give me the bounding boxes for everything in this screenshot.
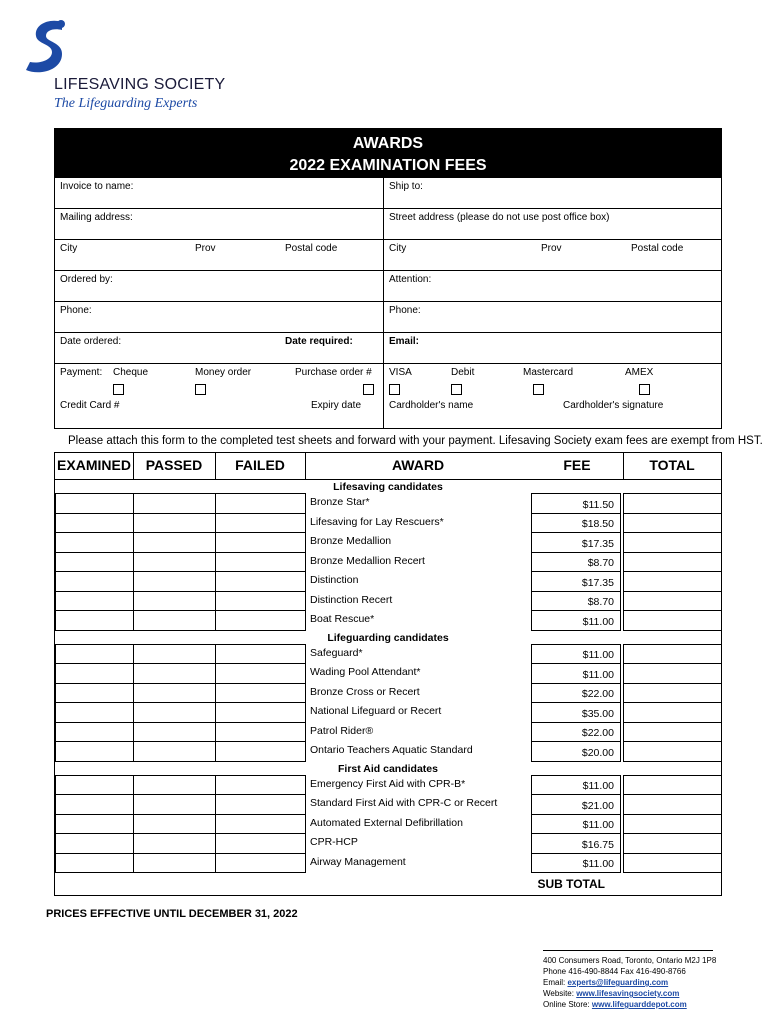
table-row <box>55 611 721 631</box>
fee-value: $21.00 <box>581 799 614 812</box>
email-label: Email: <box>543 978 568 987</box>
ship-city-field[interactable]: City <box>389 243 407 254</box>
award-name: Standard First Aid with CPR-C or Recert <box>310 797 498 809</box>
failed-cell[interactable] <box>215 833 306 854</box>
table-row <box>55 795 721 815</box>
passed-cell[interactable] <box>133 833 216 854</box>
fee-value: $11.00 <box>582 649 614 661</box>
fee-cell <box>531 663 621 684</box>
examined-cell[interactable] <box>55 513 134 534</box>
total-cell[interactable] <box>623 552 722 573</box>
fee-cell <box>531 814 621 835</box>
store-label: Online Store: <box>543 1000 592 1009</box>
examined-cell[interactable] <box>55 702 134 723</box>
examined-cell[interactable] <box>55 741 134 762</box>
purchase-order-checkbox[interactable] <box>363 384 374 395</box>
award-name: Boat Rescue* <box>310 613 375 625</box>
examined-cell[interactable] <box>55 775 134 796</box>
website-label: Website: <box>543 989 577 998</box>
ship-prov-field[interactable]: Prov <box>541 243 562 254</box>
total-cell[interactable] <box>623 513 722 534</box>
passed-cell[interactable] <box>133 722 216 743</box>
fee-cell <box>531 513 621 534</box>
website-line <box>543 988 713 999</box>
lifesaving-society-logo-icon <box>22 18 70 84</box>
money-order-label: Money order <box>195 367 252 378</box>
fee-cell <box>531 493 621 514</box>
credit-card-field[interactable]: Credit Card # <box>60 400 120 411</box>
table-row <box>55 742 721 762</box>
fee-value: $11.00 <box>582 615 614 628</box>
fee-value: $11.50 <box>582 498 614 511</box>
examined-cell[interactable] <box>55 794 134 815</box>
date-ordered-field[interactable]: Date ordered: <box>60 336 122 347</box>
failed-cell[interactable] <box>215 532 306 553</box>
examined-cell[interactable] <box>55 814 134 835</box>
failed-cell[interactable] <box>215 722 306 743</box>
fee-cell <box>531 702 621 723</box>
fee-value: $11.00 <box>582 780 614 792</box>
ship-to-field[interactable]: Ship to: <box>389 181 423 192</box>
invoice-to-field[interactable]: Invoice to name: <box>60 181 134 192</box>
invoice-row <box>55 178 721 209</box>
fee-value: $22.00 <box>581 727 614 739</box>
header-failed: FAILED <box>215 453 306 479</box>
table-row <box>55 514 721 534</box>
fee-cell <box>531 591 621 612</box>
total-cell[interactable] <box>623 702 722 723</box>
store-line <box>543 999 713 1010</box>
email-line <box>543 977 713 988</box>
award-name: Patrol Rider® <box>310 724 374 737</box>
table-row <box>55 703 721 723</box>
attach-note: Please attach this form to the completed test sheets and forward with your payment. Lifesaving Society exam fees are exempt from HST. <box>68 435 763 447</box>
total-cell[interactable] <box>623 741 722 762</box>
award-name: Ontario Teachers Aquatic Standard <box>310 744 473 756</box>
fee-value: $20.00 <box>581 746 614 759</box>
award-name: Safeguard* <box>310 646 363 659</box>
address-line-2: Phone 416-490-8844 Fax 416-490-8766 <box>543 967 686 976</box>
debit-label: Debit <box>451 367 475 378</box>
total-cell[interactable] <box>623 532 722 553</box>
total-cell[interactable] <box>623 683 722 704</box>
examined-cell[interactable] <box>55 610 134 631</box>
fee-cell <box>531 741 621 762</box>
fee-value: $18.50 <box>581 518 614 530</box>
passed-cell[interactable] <box>133 552 216 573</box>
examined-cell[interactable] <box>55 722 134 743</box>
ordered-by-row <box>55 271 721 302</box>
payment-row <box>55 364 721 428</box>
cardholder-name-field[interactable]: Cardholder's name <box>389 400 474 411</box>
fee-cell <box>531 552 621 573</box>
fee-cell <box>531 775 621 796</box>
passed-cell[interactable] <box>133 591 216 612</box>
fee-cell <box>531 833 621 854</box>
failed-cell[interactable] <box>215 644 306 665</box>
payment-label: Payment: <box>60 367 103 378</box>
fee-cell <box>531 532 621 553</box>
total-cell[interactable] <box>623 794 722 815</box>
failed-cell[interactable] <box>215 814 306 835</box>
store-link[interactable]: www.lifeguarddepot.com <box>591 1000 687 1009</box>
examined-cell[interactable] <box>55 663 134 684</box>
amex-label: AMEX <box>625 367 654 378</box>
total-cell[interactable] <box>623 591 722 612</box>
award-name: Wading Pool Attendant* <box>310 666 421 678</box>
mailing-address-field[interactable]: Mailing address: <box>60 212 133 223</box>
award-name: Bronze Medallion Recert <box>310 554 425 567</box>
passed-cell[interactable] <box>133 532 216 553</box>
table-row <box>55 664 721 684</box>
award-name: Lifesaving for Lay Rescuers* <box>310 515 444 528</box>
award-name: Distinction Recert <box>310 593 393 606</box>
table-row <box>55 723 721 743</box>
fee-value: $11.00 <box>582 668 614 681</box>
fee-cell <box>531 853 621 874</box>
expiry-date-field[interactable]: Expiry date <box>311 400 362 411</box>
examined-cell[interactable] <box>55 591 134 612</box>
email-field[interactable]: Email: <box>389 336 420 347</box>
ordered-by-field[interactable]: Ordered by: <box>60 274 113 285</box>
table-row <box>55 494 721 514</box>
examined-cell[interactable] <box>55 833 134 854</box>
total-cell[interactable] <box>623 814 722 835</box>
table-row <box>55 645 721 665</box>
fee-cell <box>531 644 621 665</box>
phone-field[interactable]: Phone: <box>60 305 92 316</box>
table-row <box>55 854 721 874</box>
header-subtitle: 2022 EXAMINATION FEES <box>289 157 487 174</box>
total-cell[interactable] <box>623 493 722 514</box>
fee-value: $11.00 <box>582 819 614 831</box>
fees-table <box>54 452 722 896</box>
visa-checkbox[interactable] <box>389 384 400 395</box>
fee-cell <box>531 610 621 631</box>
passed-cell[interactable] <box>133 663 216 684</box>
header-examined: EXAMINED <box>55 453 134 479</box>
table-row <box>55 834 721 854</box>
money-order-checkbox[interactable] <box>195 384 206 395</box>
amex-checkbox[interactable] <box>639 384 650 395</box>
failed-cell[interactable] <box>215 610 306 631</box>
passed-cell[interactable] <box>133 513 216 534</box>
table-row <box>55 776 721 796</box>
total-cell[interactable] <box>623 610 722 631</box>
failed-cell[interactable] <box>215 663 306 684</box>
failed-cell[interactable] <box>215 591 306 612</box>
form-header <box>54 128 722 178</box>
total-cell[interactable] <box>623 722 722 743</box>
passed-cell[interactable] <box>133 702 216 723</box>
passed-cell[interactable] <box>133 571 216 592</box>
cheque-label: Cheque <box>113 367 149 378</box>
passed-cell[interactable] <box>133 493 216 514</box>
total-cell[interactable] <box>623 853 722 874</box>
address-line-1: 400 Consumers Road, Toronto, Ontario M2J 1P8 <box>543 956 717 965</box>
table-row <box>55 572 721 592</box>
city-row <box>55 240 721 271</box>
purchase-order-label: Purchase order # <box>295 367 372 378</box>
total-cell[interactable] <box>623 833 722 854</box>
section-title: First Aid candidates <box>338 762 438 775</box>
examined-cell[interactable] <box>55 853 134 874</box>
passed-cell[interactable] <box>133 853 216 874</box>
phone-row <box>55 302 721 333</box>
order-info-form <box>54 178 722 429</box>
street-address-field[interactable]: Street address (please do not use post office box) <box>389 212 610 223</box>
fee-value: $17.35 <box>581 576 614 589</box>
failed-cell[interactable] <box>215 493 306 514</box>
date-row <box>55 333 721 364</box>
prices-effective: PRICES EFFECTIVE UNTIL DECEMBER 31, 2022 <box>46 908 298 920</box>
society-address <box>543 950 717 1010</box>
award-name: Emergency First Aid with CPR-B* <box>310 777 466 790</box>
award-name: Airway Management <box>310 855 406 868</box>
ship-postal-code-field[interactable]: Postal code <box>631 243 684 254</box>
header-fee: FEE <box>531 453 624 479</box>
table-row <box>55 684 721 704</box>
attention-field[interactable]: Attention: <box>389 274 432 285</box>
examined-cell[interactable] <box>55 571 134 592</box>
fee-cell <box>531 683 621 704</box>
visa-label: VISA <box>389 367 412 378</box>
fee-cell <box>531 794 621 815</box>
city-field[interactable]: City <box>60 243 78 254</box>
failed-cell[interactable] <box>215 683 306 704</box>
award-name: Bronze Medallion <box>310 535 392 547</box>
header-passed: PASSED <box>133 453 216 479</box>
section-title: Lifesaving candidates <box>333 481 443 493</box>
examined-cell[interactable] <box>55 552 134 573</box>
failed-cell[interactable] <box>215 775 306 796</box>
cheque-checkbox[interactable] <box>113 384 124 395</box>
failed-cell[interactable] <box>215 741 306 762</box>
award-name: Bronze Cross or Recert <box>310 685 420 698</box>
passed-cell[interactable] <box>133 741 216 762</box>
examined-cell[interactable] <box>55 493 134 514</box>
subtotal-label: SUB TOTAL <box>537 877 605 891</box>
passed-cell[interactable] <box>133 683 216 704</box>
header-total: TOTAL <box>649 457 695 473</box>
prov-field[interactable]: Prov <box>195 243 216 254</box>
award-name: Automated External Defibrillation <box>310 816 463 829</box>
failed-cell[interactable] <box>215 513 306 534</box>
header-title: AWARDS <box>352 135 424 152</box>
fee-value: $17.35 <box>581 537 614 550</box>
table-row <box>55 533 721 553</box>
mastercard-checkbox[interactable] <box>533 384 544 395</box>
award-name: National Lifeguard or Recert <box>310 705 442 717</box>
failed-cell[interactable] <box>215 552 306 573</box>
header-award: AWARD <box>391 457 445 473</box>
examined-cell[interactable] <box>55 532 134 553</box>
table-row <box>55 553 721 573</box>
section-title: Lifeguarding candidates <box>327 631 449 644</box>
passed-cell[interactable] <box>133 610 216 631</box>
examined-cell[interactable] <box>55 644 134 665</box>
fee-value: $8.70 <box>587 596 614 608</box>
total-cell[interactable] <box>623 644 722 665</box>
logo-tagline: The Lifeguarding Experts <box>54 96 198 111</box>
subtotal-row <box>55 873 721 895</box>
passed-cell[interactable] <box>133 814 216 835</box>
cardholder-signature-field[interactable]: Cardholder's signature <box>563 400 664 411</box>
total-cell[interactable] <box>623 663 722 684</box>
fee-value: $35.00 <box>581 707 614 720</box>
failed-cell[interactable] <box>215 853 306 874</box>
table-row <box>55 592 721 612</box>
fee-value: $11.00 <box>582 858 614 870</box>
passed-cell[interactable] <box>133 644 216 665</box>
email-link[interactable]: experts@lifeguarding.com <box>567 978 669 987</box>
fee-value: $8.70 <box>587 557 614 569</box>
award-name: Distinction <box>310 574 359 586</box>
fee-cell <box>531 722 621 743</box>
fee-value: $22.00 <box>581 688 614 700</box>
failed-cell[interactable] <box>215 794 306 815</box>
total-cell[interactable] <box>623 775 722 796</box>
date-required-field[interactable]: Date required: <box>285 336 353 347</box>
passed-cell[interactable] <box>133 775 216 796</box>
table-row <box>55 815 721 835</box>
website-link[interactable]: www.lifesavingsociety.com <box>576 989 680 998</box>
failed-cell[interactable] <box>215 571 306 592</box>
failed-cell[interactable] <box>215 702 306 723</box>
total-cell[interactable] <box>623 571 722 592</box>
address-row <box>55 209 721 240</box>
examined-cell[interactable] <box>55 683 134 704</box>
award-name: CPR-HCP <box>310 836 358 848</box>
mastercard-label: Mastercard <box>523 367 574 378</box>
postal-code-field[interactable]: Postal code <box>285 243 338 254</box>
passed-cell[interactable] <box>133 794 216 815</box>
fee-cell <box>531 571 621 592</box>
logo-name: LIFESAVING SOCIETY <box>54 76 226 93</box>
table-header <box>55 453 721 480</box>
award-name: Bronze Star* <box>310 496 370 508</box>
debit-checkbox[interactable] <box>451 384 462 395</box>
fee-value: $16.75 <box>581 838 614 851</box>
ship-phone-field[interactable]: Phone: <box>389 305 421 316</box>
